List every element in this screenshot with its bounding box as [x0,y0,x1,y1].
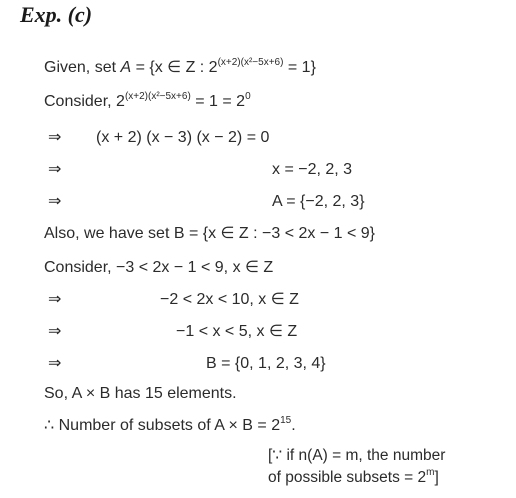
consider-prefix: Consider, 2 [44,93,125,110]
subsets-count-line [44,416,296,436]
consider-tail: = 1 = 2 [190,93,246,110]
factored-equation: (x + 2) (x − 3) (x − 2) = 0 [96,129,270,146]
given-set-a-line [44,58,316,78]
explanation-heading: Exp. (c) [20,2,93,27]
given-exponent: (x+2)(x²−5x+6) [217,56,284,68]
set-b-definition: Also, we have set B = {x ∈ Z : −3 < 2x − 1 < 9} [44,225,376,242]
implies-arrow-5: ⇒ [48,323,62,340]
cartesian-count: So, A × B has 15 elements. [44,385,237,402]
consider-zero-exponent: 0 [245,90,251,102]
note-prefix: of possible subsets = 2 [268,469,427,486]
note-exponent: m [426,466,435,478]
subsets-tail: . [291,417,296,434]
inequality-step-2: −1 < x < 5, x ∈ Z [176,323,298,340]
given-post: = {x ∈ Z : 2 [131,59,218,76]
consider-exponent-line [44,92,251,112]
implies-arrow-1: ⇒ [48,129,62,146]
inequality-step-1: −2 < 2x < 10, x ∈ Z [160,291,299,308]
note-line-2 [268,468,439,488]
given-tail: = 1} [283,59,316,76]
subsets-exponent: 15 [280,414,292,426]
set-b-result: B = {0, 1, 2, 3, 4} [206,355,326,372]
x-solutions: x = −2, 2, 3 [272,161,353,178]
note-tail: ] [434,469,439,486]
consider-inequality: Consider, −3 < 2x − 1 < 9, x ∈ Z [44,259,274,276]
note-line-1: [∵ if n(A) = m, the number [268,447,446,464]
given-var: A [120,59,132,76]
given-prefix: Given, set [44,59,121,76]
set-a-result: A = {−2, 2, 3} [272,193,365,210]
implies-arrow-6: ⇒ [48,355,62,372]
implies-arrow-4: ⇒ [48,291,62,308]
consider-exponent: (x+2)(x²−5x+6) [124,90,191,102]
implies-arrow-2: ⇒ [48,161,62,178]
implies-arrow-3: ⇒ [48,193,62,210]
subsets-prefix: ∴ Number of subsets of A × B = 2 [44,417,281,434]
